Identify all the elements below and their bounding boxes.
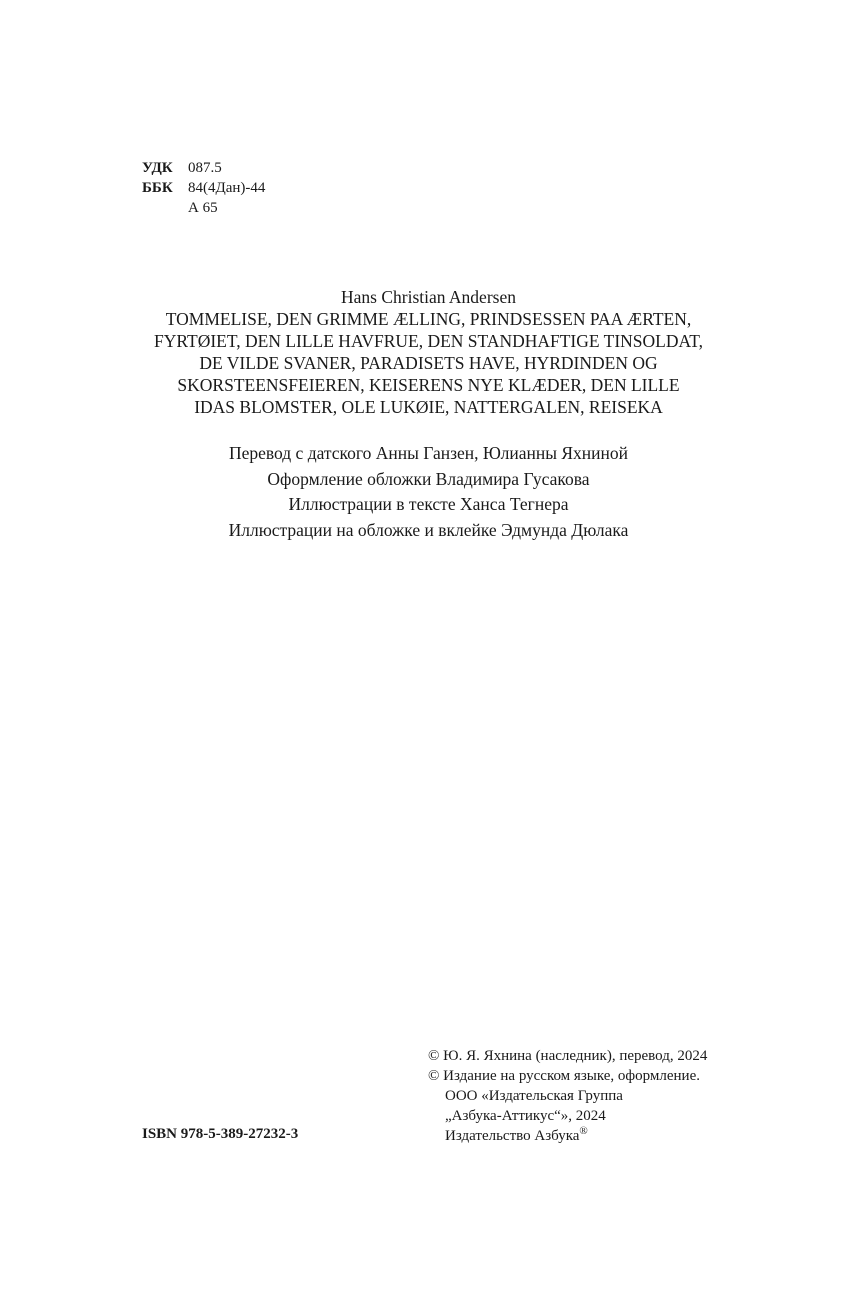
author-mark-row: [142, 198, 265, 218]
cover-design-credit: Оформление обложки Владимира Гусакова: [267, 468, 590, 489]
udk-value: 087.5: [188, 160, 222, 176]
cover-illustrations-credit: Иллюстрации на обложке и вклейке Эдмунда Дюлака: [228, 519, 629, 540]
bbk-label: ББК: [142, 180, 173, 196]
imprint-name: Издательство Азбука: [445, 1128, 580, 1144]
registered-mark: ®: [579, 1125, 588, 1137]
original-title-block: [0, 286, 857, 418]
bbk-row: [142, 178, 265, 198]
original-title-line: SKORSTEENSFEIEREN, KEISERENS NYE KLÆDER, DEN LILLE: [177, 375, 680, 395]
original-title-line: IDAS BLOMSTER, OLE LUKØIE, NATTERGALEN, REISEKA: [194, 397, 663, 417]
isbn: ISBN 978-5-389-27232-3: [142, 1126, 299, 1142]
bbk-value: 84(4Дан)-44: [188, 180, 266, 196]
copyright-translation: © Ю. Я. Яхнина (наследник), перевод, 2024: [428, 1048, 708, 1064]
copyright-publisher-line: „Азбука-Аттикус“», 2024: [445, 1108, 606, 1124]
copyright-block: [428, 1046, 707, 1146]
classification-block: [142, 158, 265, 218]
original-author: Hans Christian Andersen: [341, 287, 516, 307]
copyright-imprint: [428, 1126, 707, 1146]
copyright-edition: © Издание на русском языке, оформление.: [428, 1068, 700, 1084]
udk-label: УДК: [142, 160, 173, 176]
author-mark: А 65: [188, 200, 218, 216]
copyright-publisher-line: ООО «Издательская Группа: [445, 1088, 623, 1104]
credits-block: [0, 441, 857, 543]
translation-credit: Перевод с датского Анны Ганзен, Юлианны Яхниной: [228, 443, 629, 463]
text-illustrations-credit: Иллюстрации в тексте Ханса Тегнера: [288, 494, 569, 514]
original-title-line: DE VILDE SVANER, PARADISETS HAVE, HYRDINDEN OG: [199, 353, 658, 373]
original-title-line: TOMMELISE, DEN GRIMME ÆLLING, PRINDSESSEN PAA ÆRTEN,: [165, 309, 692, 329]
udk-row: [142, 158, 265, 178]
original-title-line: FYRTØIET, DEN LILLE HAVFRUE, DEN STANDHAFTIGE TINSOLDAT,: [154, 331, 703, 351]
